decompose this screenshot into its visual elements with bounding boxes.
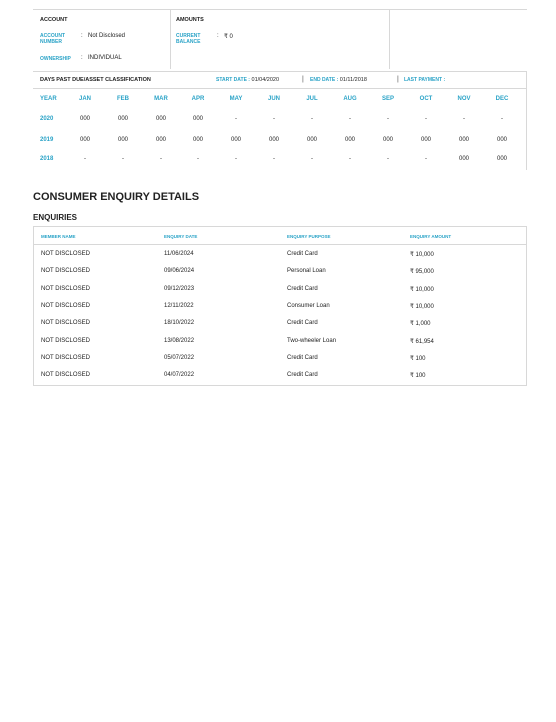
year-cell: 2020 [40, 116, 54, 122]
column-header-date: ENQUIRY DATE [164, 234, 198, 239]
dpd-cell: 000 [79, 116, 90, 122]
last-payment: LAST PAYMENT : [404, 77, 446, 83]
cell-amount: ₹ 61,954 [410, 338, 434, 345]
dpd-cell: 000 [192, 137, 203, 143]
cell-amount: ₹ 10,000 [410, 286, 434, 293]
dpd-cell: - [273, 116, 275, 122]
dpd-cell: - [425, 156, 427, 162]
cell-purpose: Consumer Loan [287, 302, 330, 309]
month-header-dec: DEC [495, 96, 509, 102]
cell-member: NOT DISCLOSED [41, 268, 90, 275]
section-title: CONSUMER ENQUIRY DETAILS [33, 191, 200, 203]
divider [389, 10, 390, 69]
cell-date: 18/10/2022 [164, 320, 195, 327]
dpd-header-band [33, 71, 527, 89]
cell-amount: ₹ 95,000 [410, 269, 434, 276]
dpd-cell: 000 [458, 156, 469, 162]
table-row [34, 251, 526, 261]
dpd-cell: 000 [230, 137, 241, 143]
month-header-aug: AUG [343, 96, 357, 102]
cell-purpose: Credit Card [287, 251, 318, 257]
dpd-cell: 000 [306, 137, 317, 143]
cell-amount: ₹ 100 [410, 373, 426, 380]
dpd-cell: - [349, 116, 351, 122]
month-header-nov: NOV [457, 96, 471, 102]
month-header-sep: SEP [381, 96, 394, 102]
cell-purpose: Credit Card [287, 354, 318, 361]
cell-purpose: Credit Card [287, 285, 318, 292]
dpd-cell: 000 [155, 116, 166, 122]
separator: | [302, 76, 304, 83]
cell-purpose: Credit Card [287, 372, 318, 379]
ownership-value: INDIVIDUAL [88, 55, 122, 61]
month-header-jun: JUN [267, 96, 280, 102]
month-header-feb: FEB [117, 96, 129, 102]
dpd-cell: 000 [192, 116, 203, 122]
cell-member: NOT DISCLOSED [41, 320, 90, 327]
column-header-member: MEMBER NAME [41, 234, 76, 239]
table-row [34, 355, 526, 365]
colon: : [81, 55, 83, 61]
end-date: END DATE : 01/11/2018 [310, 77, 367, 83]
cell-date: 05/07/2022 [164, 354, 195, 361]
table-row [34, 372, 526, 382]
account-number-value: Not Disclosed [88, 33, 126, 39]
year-cell: 2018 [40, 156, 54, 162]
cell-member: NOT DISCLOSED [41, 354, 90, 361]
cell-date: 09/12/2023 [164, 285, 195, 292]
dpd-cell: - [349, 156, 351, 162]
colon: : [217, 33, 219, 39]
header-rule [34, 244, 526, 245]
cell-date: 09/06/2024 [164, 268, 195, 275]
dpd-cell: 000 [382, 137, 393, 143]
start-date: START DATE : 01/04/2020 [216, 77, 280, 83]
dpd-cell: - [235, 156, 237, 162]
cell-date: 04/07/2022 [164, 372, 195, 379]
account-number-label: ACCOUNT NUMBER [40, 33, 65, 45]
table-row [34, 338, 526, 348]
dpd-cell: 000 [117, 116, 128, 122]
account-summary-box [33, 9, 527, 69]
month-header-jan: JAN [78, 96, 91, 102]
month-header-oct: OCT [419, 96, 433, 102]
dpd-cell: 000 [155, 137, 166, 143]
dpd-cell: - [197, 156, 199, 162]
divider [526, 71, 527, 170]
current-balance-value: ₹ 0 [224, 34, 233, 40]
dpd-cell: - [463, 116, 465, 122]
dpd-cell: 000 [79, 137, 90, 143]
cell-purpose: Two-wheeler Loan [287, 337, 337, 344]
cell-date: 13/08/2022 [164, 337, 195, 344]
dpd-cell: - [235, 116, 237, 122]
cell-member: NOT DISCLOSED [41, 251, 90, 257]
dpd-cell: - [84, 156, 86, 162]
month-header-may: MAY [229, 96, 243, 102]
cell-amount: ₹ 1,000 [410, 321, 431, 328]
dpd-cell: 000 [117, 137, 128, 143]
amounts-header: AMOUNTS [176, 17, 204, 23]
table-row [34, 303, 526, 313]
column-header-purpose: ENQUIRY PURPOSE [287, 234, 331, 239]
cell-member: NOT DISCLOSED [41, 372, 90, 379]
cell-date: 12/11/2022 [164, 302, 194, 309]
dpd-cell: - [425, 116, 427, 122]
dpd-cell: - [387, 116, 389, 122]
dpd-cell: 000 [458, 137, 469, 143]
cell-amount: ₹ 100 [410, 355, 426, 362]
month-header-mar: MAR [154, 96, 168, 102]
divider [170, 10, 171, 69]
month-header-apr: APR [191, 96, 205, 102]
dpd-cell: - [160, 156, 162, 162]
dpd-cell: - [122, 156, 124, 162]
separator: | [397, 76, 399, 83]
year-cell: 2019 [40, 137, 54, 143]
month-header-jul: JUL [306, 96, 318, 102]
account-header: ACCOUNT [40, 17, 68, 23]
cell-purpose: Personal Loan [287, 268, 326, 275]
cell-member: NOT DISCLOSED [41, 285, 90, 292]
table-row [34, 268, 526, 278]
dpd-title: DAYS PAST DUE/ASSET CLASSIFICATION [40, 77, 151, 83]
enquiry-table [33, 226, 527, 386]
cell-member: NOT DISCLOSED [41, 337, 90, 344]
table-row [34, 286, 526, 296]
cell-date: 11/06/2024 [164, 251, 194, 257]
colon: : [81, 33, 83, 39]
dpd-cell: - [501, 116, 503, 122]
dpd-cell: 000 [496, 156, 507, 162]
ownership-label: OWNERSHIP [40, 56, 71, 62]
current-balance-label: CURRENT BALANCE [176, 33, 201, 45]
dpd-cell: 000 [344, 137, 355, 143]
dpd-cell: - [311, 116, 313, 122]
dpd-cell: 000 [496, 137, 507, 143]
dpd-cell: 000 [268, 137, 279, 143]
dpd-cell: 000 [420, 137, 431, 143]
cell-purpose: Credit Card [287, 320, 318, 327]
subsection-title: ENQUIRIES [33, 213, 78, 222]
year-header: YEAR [40, 96, 57, 102]
cell-member: NOT DISCLOSED [41, 302, 90, 309]
column-header-amount: ENQUIRY AMOUNT [410, 234, 452, 239]
dpd-cell: - [273, 156, 275, 162]
dpd-cell: - [387, 156, 389, 162]
cell-amount: ₹ 10,000 [410, 252, 434, 258]
dpd-cell: - [311, 156, 313, 162]
cell-amount: ₹ 10,000 [410, 303, 434, 310]
table-row [34, 320, 526, 330]
